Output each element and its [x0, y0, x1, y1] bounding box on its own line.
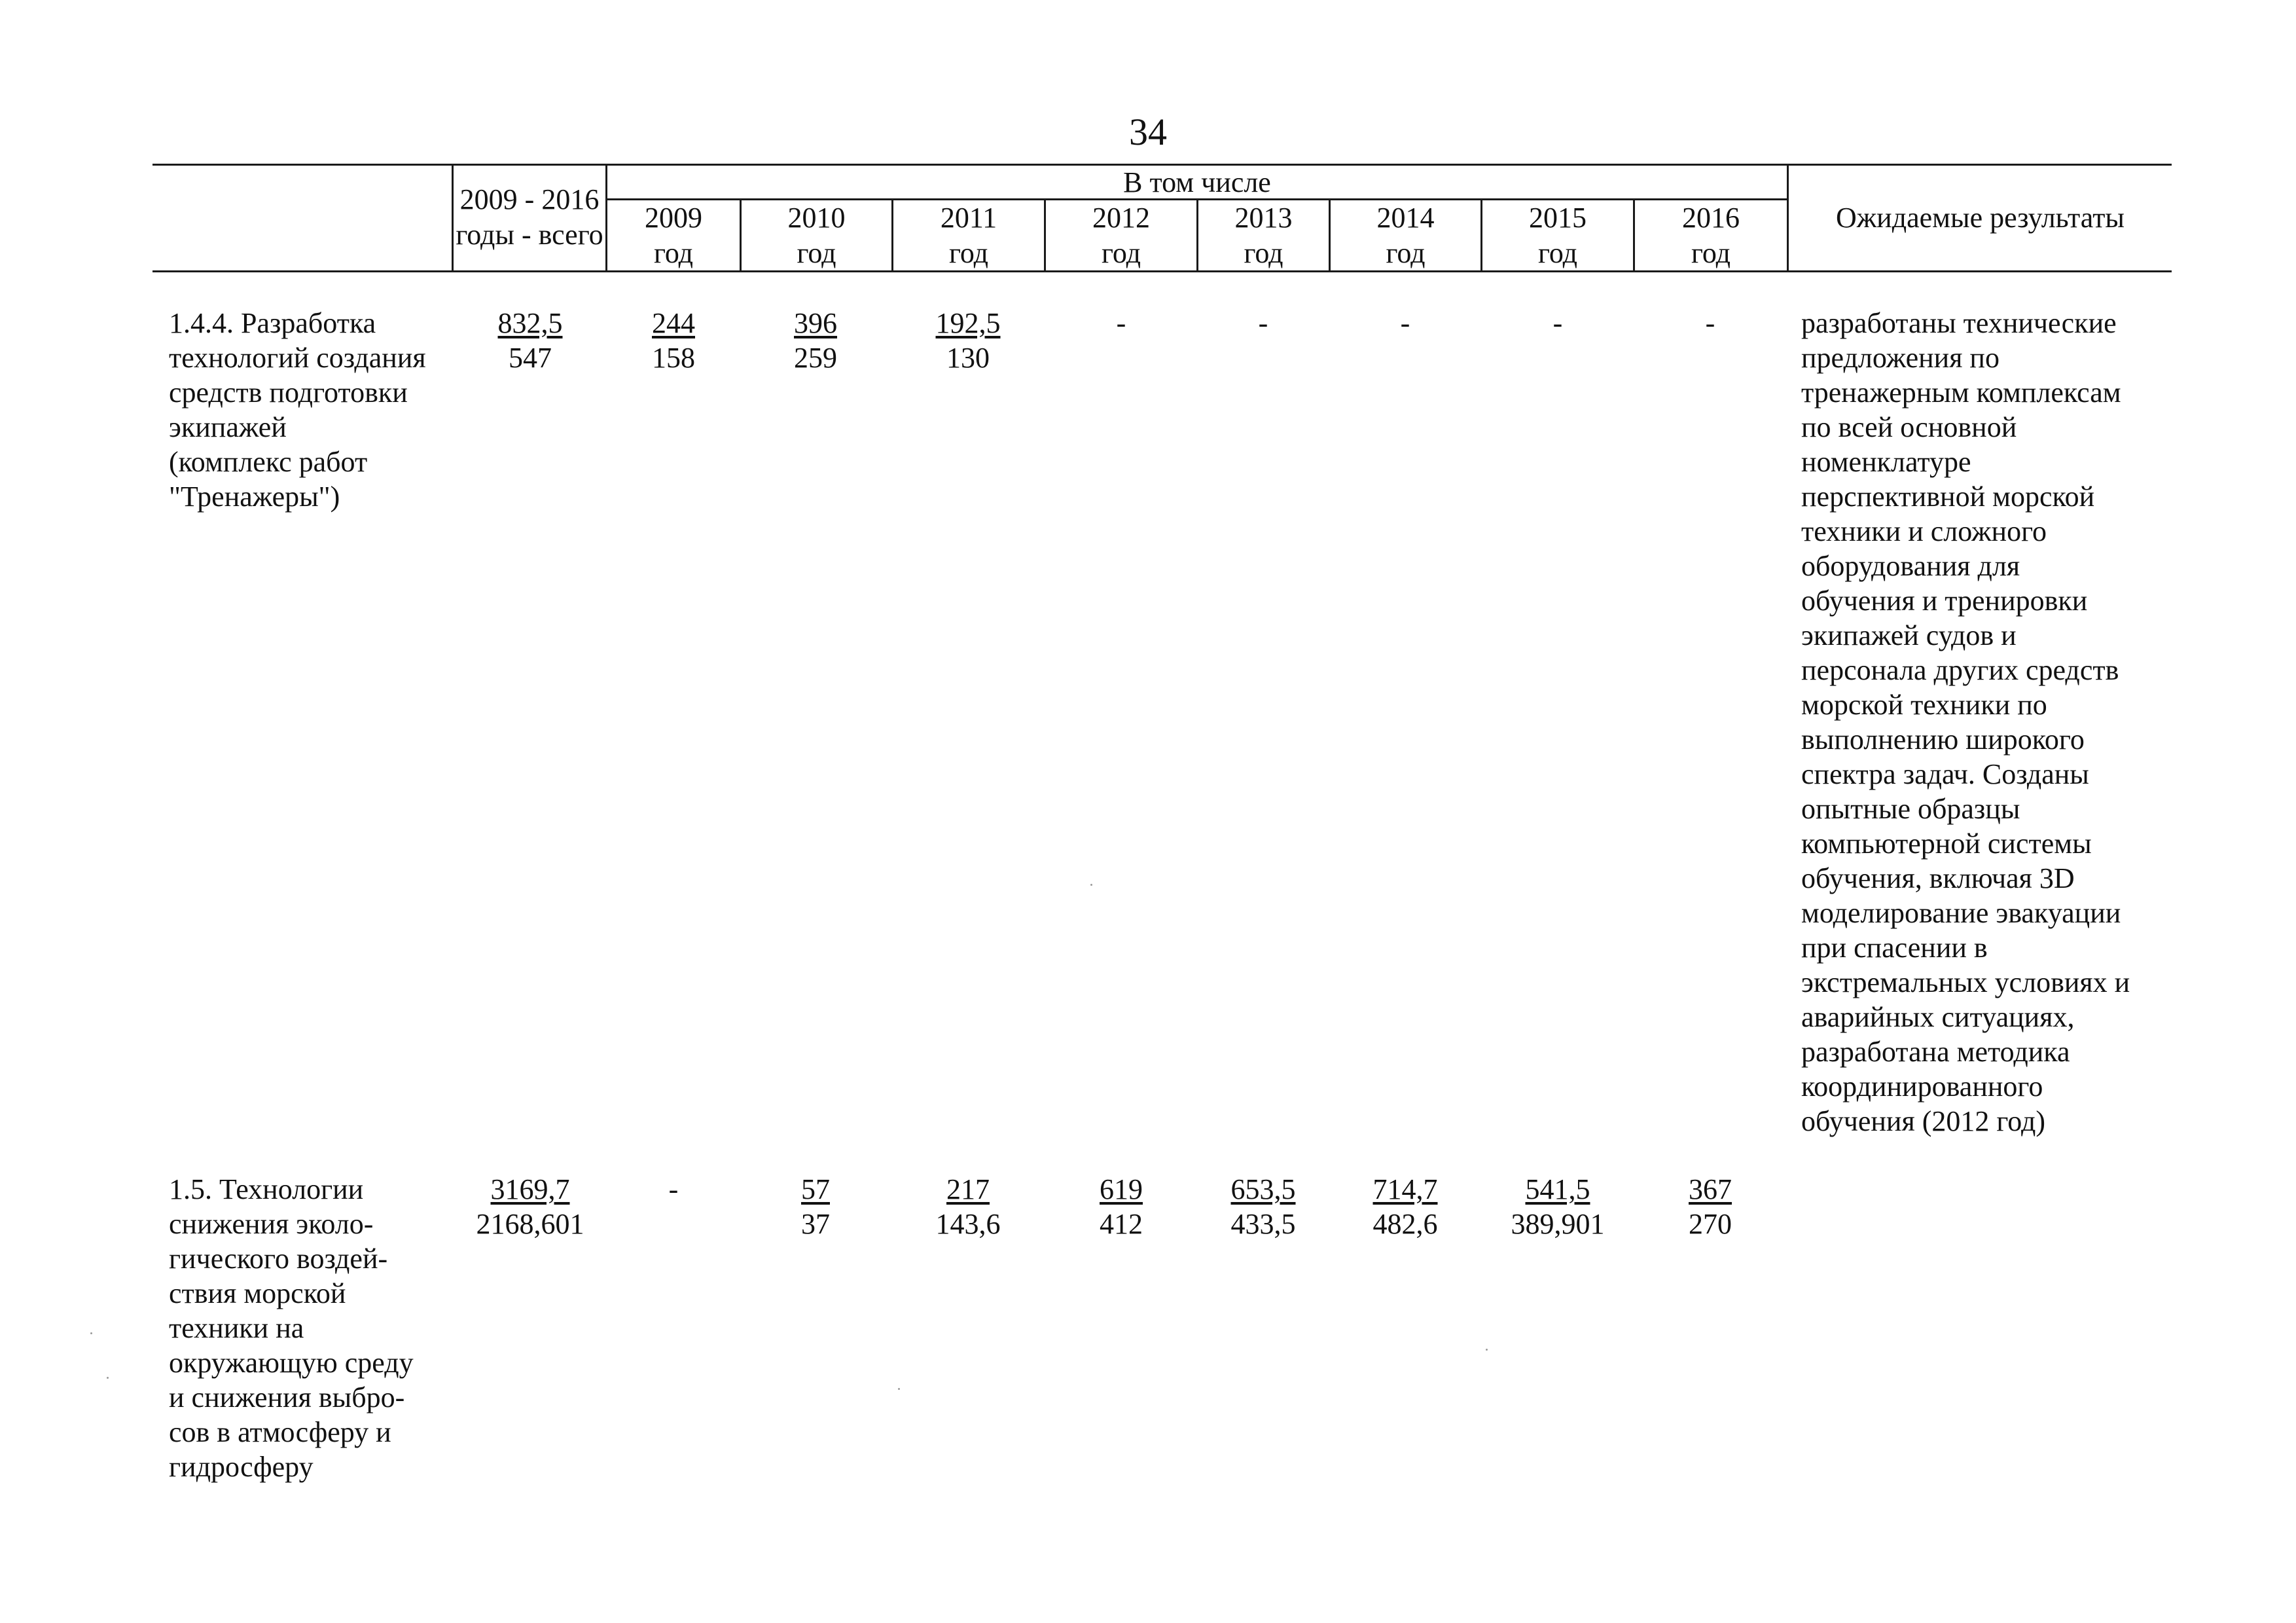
result-line: обучения (2012 год)	[1801, 1105, 2046, 1137]
row-name-line: и снижения выбро-	[169, 1381, 405, 1413]
header-year-2013: 2013	[1234, 202, 1293, 234]
result-line: при спасении в	[1801, 932, 1988, 964]
row-name-line: технологий создания	[169, 342, 426, 374]
header-year-unit: год	[948, 237, 989, 269]
total-lower-value: 547	[509, 342, 552, 374]
lower-value: 412	[1100, 1208, 1143, 1240]
year-cell-2012-dash: -	[1116, 307, 1126, 339]
row-name-line: гического воздей-	[169, 1243, 388, 1275]
result-line: обучения и тренировки	[1801, 585, 2088, 617]
year-cell-2013	[1194, 1172, 1332, 1241]
result-line: техники и сложного	[1801, 515, 2047, 547]
row-name-line: сов в атмосферу и	[169, 1416, 391, 1448]
result-line: координированного	[1801, 1070, 2043, 1103]
year-cell-2014	[1336, 1172, 1474, 1241]
page-number: 34	[1129, 111, 1167, 153]
lower-value: 37	[801, 1208, 830, 1240]
year-cell-2009	[605, 306, 742, 375]
year-cell-2009-dash: -	[668, 1173, 679, 1205]
header-year-unit: год	[1691, 237, 1731, 269]
result-line: аварийных ситуациях,	[1801, 1001, 2075, 1033]
scan-speck	[898, 1388, 900, 1390]
result-line: моделирование эвакуации	[1801, 897, 2121, 929]
scan-speck	[107, 1377, 109, 1379]
result-line: компьютерной системы	[1801, 828, 2092, 860]
upper-value: 244	[652, 307, 695, 339]
row-name-line: 1.4.4. Разработка	[169, 307, 376, 339]
header-total-line1: 2009 - 2016	[459, 183, 600, 215]
header-year-unit: год	[1101, 237, 1141, 269]
header-year-2010: 2010	[787, 202, 846, 234]
year-cell-2011	[899, 306, 1037, 375]
scan-speck	[1090, 884, 1092, 886]
row-name-line: ствия морской	[169, 1277, 346, 1309]
result-line: номенклатуре	[1801, 446, 1971, 478]
upper-value: 57	[801, 1173, 830, 1205]
lower-value: 259	[794, 342, 837, 374]
result-line: спектра задач. Созданы	[1801, 758, 2089, 790]
year-cell-2015-dash: -	[1552, 307, 1563, 339]
scan-speck	[1486, 1349, 1488, 1351]
header-year-2014: 2014	[1376, 202, 1435, 234]
result-line: обучения, включая 3D	[1801, 862, 2075, 894]
year-cell-2016-dash: -	[1705, 307, 1715, 339]
year-cell-2013-dash: -	[1258, 307, 1268, 339]
total-upper-value: 3169,7	[490, 1173, 570, 1205]
lower-value: 130	[946, 342, 990, 374]
header-year-2011: 2011	[940, 202, 997, 234]
upper-value: 541,5	[1525, 1173, 1590, 1205]
year-cell-2011	[899, 1172, 1037, 1241]
row-name-line: "Тренажеры")	[169, 481, 340, 513]
row-name-line: (комплекс работ	[169, 446, 368, 478]
header-year-unit: год	[653, 237, 694, 269]
row-name	[169, 306, 426, 514]
row-name-line: 1.5. Технологии	[169, 1173, 364, 1205]
result-line: по всей основной	[1801, 411, 2017, 443]
year-cell-2016	[1641, 1172, 1779, 1241]
lower-value: 389,901	[1511, 1208, 1605, 1240]
row-name-line: экипажей	[169, 411, 287, 443]
upper-value: 653,5	[1230, 1173, 1296, 1205]
header-year-unit: год	[1537, 237, 1578, 269]
result-line: морской техники по	[1801, 689, 2047, 721]
header-including: В том числе	[1123, 166, 1271, 198]
row-name-line: гидросферу	[169, 1451, 314, 1483]
year-cell-2012	[1052, 1172, 1190, 1241]
lower-value: 158	[652, 342, 695, 374]
result-line: разработана методика	[1801, 1036, 2070, 1068]
result-line: тренажерным комплексам	[1801, 376, 2121, 409]
lower-value: 270	[1689, 1208, 1732, 1240]
header-year-unit: год	[1386, 237, 1426, 269]
row-name-line: снижения эколо-	[169, 1208, 374, 1240]
upper-value: 217	[946, 1173, 990, 1205]
header-year-unit: год	[1244, 237, 1283, 269]
header-year-2016: 2016	[1682, 202, 1740, 234]
lower-value: 482,6	[1372, 1208, 1438, 1240]
result-line: экстремальных условиях и	[1801, 966, 2130, 998]
year-cell-2010	[747, 306, 884, 375]
year-cell-2014-dash: -	[1400, 307, 1410, 339]
lower-value: 433,5	[1230, 1208, 1296, 1240]
header-total-line2: годы - всего	[456, 219, 603, 251]
result-line: экипажей судов и	[1801, 619, 2017, 651]
result-line: оборудования для	[1801, 550, 2020, 582]
upper-value: 619	[1100, 1173, 1143, 1205]
row-name-line: окружающую среду	[169, 1347, 414, 1379]
result-line: персонала других средств	[1801, 654, 2119, 686]
total-upper-value: 832,5	[497, 307, 563, 339]
header-year-2015: 2015	[1529, 202, 1587, 234]
header-year-unit: год	[797, 237, 836, 269]
result-line: перспективной морской	[1801, 481, 2095, 513]
row-total-cell	[461, 306, 599, 375]
total-lower-value: 2168,601	[476, 1208, 584, 1240]
row-name	[169, 1172, 414, 1484]
result-line: выполнению широкого	[1801, 723, 2085, 756]
lower-value: 143,6	[935, 1208, 1001, 1240]
result-line: предложения по	[1801, 342, 2000, 374]
scan-speck	[90, 1332, 92, 1334]
upper-value: 714,7	[1372, 1173, 1438, 1205]
row-name-line: техники на	[169, 1312, 304, 1344]
header-year-2009: 2009	[645, 202, 702, 234]
result-line: опытные образцы	[1801, 793, 2020, 825]
upper-value: 396	[794, 307, 837, 339]
upper-value: 367	[1689, 1173, 1732, 1205]
result-line: разработаны технические	[1801, 307, 2117, 339]
header-year-2012: 2012	[1092, 202, 1150, 234]
year-cell-2010	[747, 1172, 884, 1241]
header-expected-results: Ожидаемые результаты	[1836, 202, 2125, 234]
upper-value: 192,5	[935, 307, 1001, 339]
row-total-cell	[461, 1172, 599, 1241]
year-cell-2015	[1489, 1172, 1626, 1241]
expected-results-text	[1801, 306, 2130, 1139]
row-name-line: средств подготовки	[169, 376, 408, 409]
